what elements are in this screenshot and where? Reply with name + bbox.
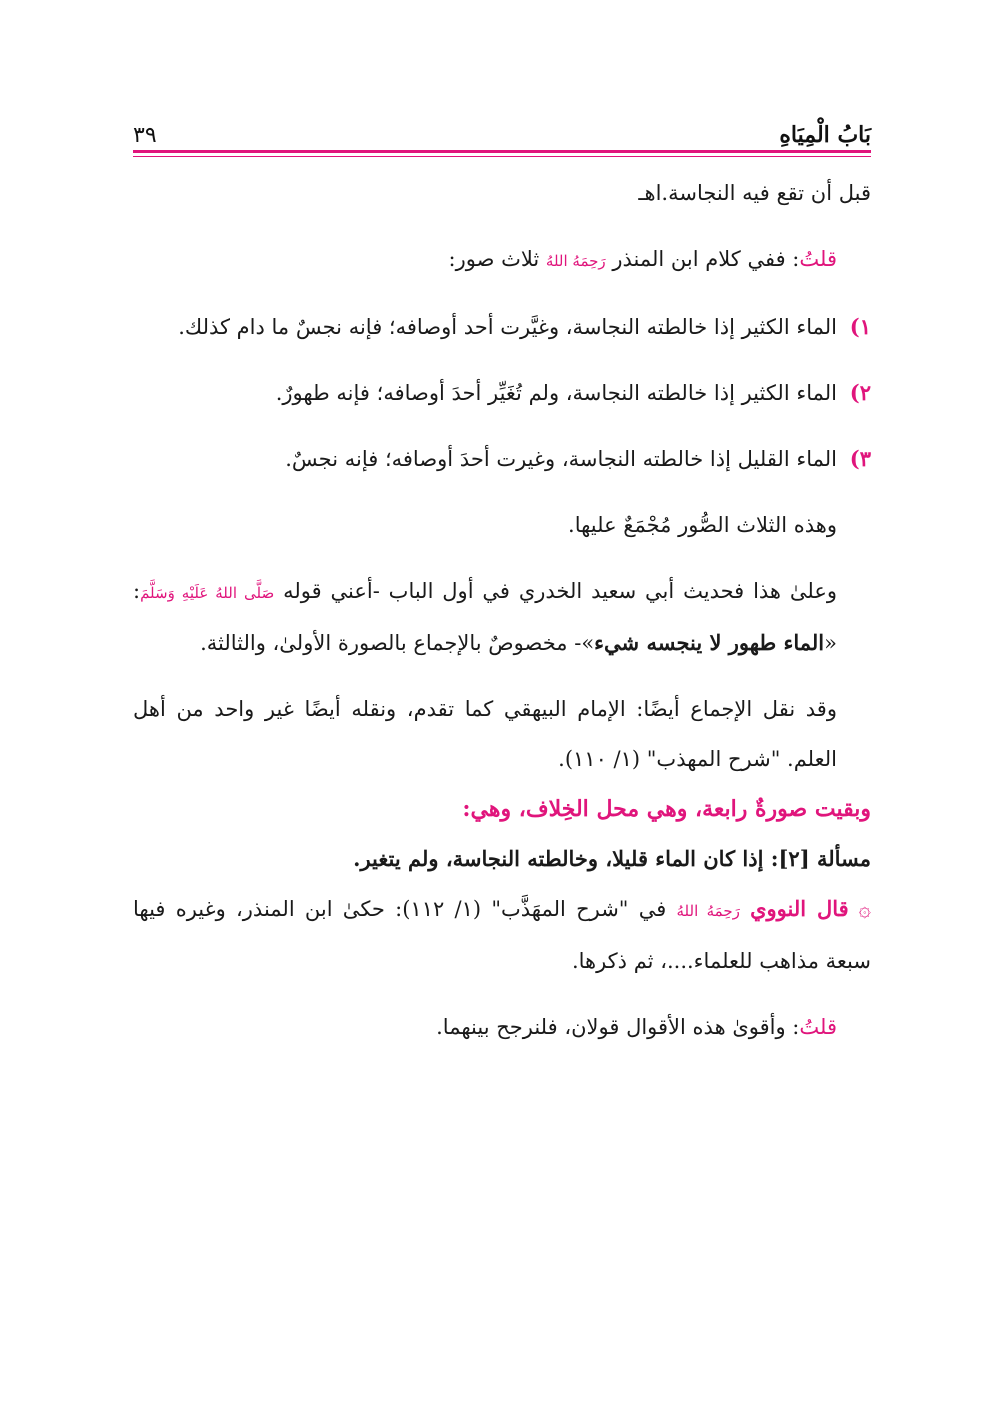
issue-text: إذا كان الماء قليلا، وخالطته النجاسة، ولم يتغير. [353,846,764,871]
chapter-title: بَابُ الْمِيَاهِ [779,122,871,148]
paragraph-5: وقد نقل الإجماع أيضًا: الإمام البيهقي كما تقدم، ونقله أيضًا غير واحد من أهل العلم. "شرح المهذب" (١/ ١١٠). [133,697,837,771]
qultu-label: قلتُ [799,247,837,271]
list-item-3 [133,434,871,484]
qultu-label: قلتُ [799,1015,837,1039]
list-item-1 [133,302,871,352]
list-number: ٣) [849,446,871,471]
page-body [133,168,871,1052]
hadith-quote: الماء طهور لا ينجسه شيء [594,630,825,655]
page-header [133,108,871,148]
paragraph-6-text: في "شرح المهَذَّب" (١/ ١١٢): حكىٰ ابن المنذر، وغيره فيها سبعة مذاهب للعلماء....، ثم ذكرها. [133,897,871,973]
list-number: ١) [849,314,871,339]
paragraph-6 [133,884,871,986]
flower-icon: ۞ [858,897,871,921]
paragraph-2-text: : ففي كلام ابن المنذر [612,247,800,271]
list-item-2 [133,368,871,418]
honorific-glyph: رَحِمَهُ اللهُ [545,252,606,270]
list-number: ٢) [849,380,871,405]
header-rule-thin [133,156,871,157]
list-text: الماء القليل إذا خالطته النجاسة، وغيرت أحدَ أوصافه؛ فإنه نجسٌ. [285,447,837,471]
honorific-glyph: صَلَّى اللهُ عَلَيْهِ وَسَلَّمَ [140,584,275,602]
section-heading: وبقيت صورةٌ رابعة، وهي محل الخِلاف، وهي: [462,796,871,822]
header-rule-thick [133,150,871,153]
list-text: الماء الكثير إذا خالطته النجاسة، ولم تُغَيِّر أحدَ أوصافه؛ فإنه طهورٌ. [275,381,837,405]
paragraph-4-c: »- مخصوصٌ بالإجماع بالصورة الأولىٰ، والثالثة. [200,631,595,655]
list-text: الماء الكثير إذا خالطته النجاسة، وغيَّرت أحد أوصافه؛ فإنه نجسٌ ما دام كذلك. [178,315,837,339]
paragraph-4 [133,566,871,668]
paragraph-7 [133,1002,871,1052]
paragraph-2-end: ثلاث صور: [448,247,546,271]
paragraph-1: قبل أن تقع فيه النجاسة.اهـ [638,181,871,205]
paragraph-3: وهذه الثلاث الصُّور مُجْمَعٌ عليها. [568,513,837,537]
page-number: ٣٩ [133,123,157,148]
paragraph-4-a: وعلىٰ هذا فحديث أبي سعيد الخدري في أول الباب -أعني قوله [283,579,837,603]
issue-label: مسألة [٢]: [770,846,871,871]
honorific-glyph: رَحِمَهُ اللهُ [676,902,740,920]
paragraph-4-b: : « [133,579,837,655]
issue-line [133,834,871,884]
paragraph-2 [133,234,871,286]
paragraph-7-text: : وأقوىٰ هذه الأقوال قولان، فلنرجح بينهما. [436,1015,800,1039]
nawawi-label: قال النووي [750,896,849,921]
